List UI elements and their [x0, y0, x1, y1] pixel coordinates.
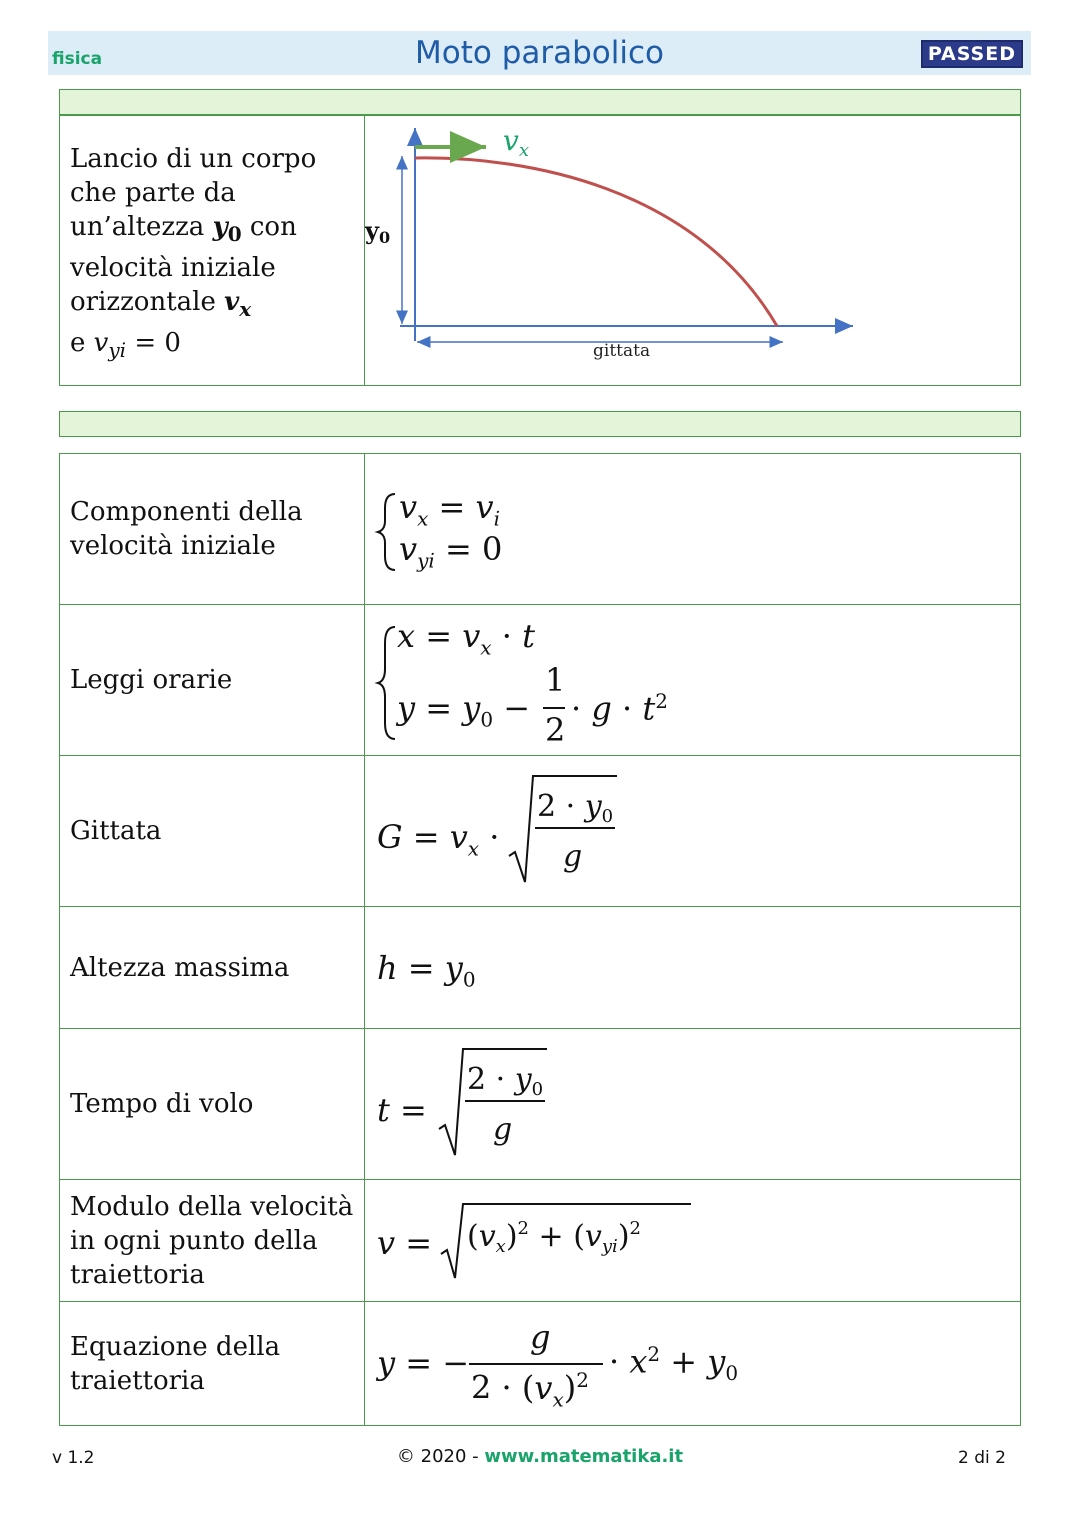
version-label: v 1.2: [52, 1448, 95, 1468]
formula-time-laws: $x = v_x \cdot t$ $y = y_0$ − 1 2 · $g \cdot t^2$: [365, 605, 1021, 756]
formula-trajectory: y = − g $2 \cdot (v_x)^2$ · $x^2 + y_0$: [365, 1302, 1021, 1426]
page-number: 2 di 2: [958, 1448, 1006, 1468]
intro-line-3: un’altezza $y_0$ con: [70, 212, 297, 247]
subject-label: fisica: [52, 49, 103, 69]
svg-text:(vx)2 + (vyi)2: $(v_x)^2 + (v_{yi})^2$: [467, 1218, 641, 1257]
svg-text:g: g: [563, 839, 583, 874]
table-row: [60, 907, 1021, 1029]
row-label: Modulo della velocità in ogni punto della traiettoria: [60, 1180, 365, 1302]
table-row: [60, 1180, 1021, 1302]
intro-line-5: orizzontale $v_x$: [70, 287, 252, 322]
section-bar-1: [59, 89, 1021, 115]
row-label: Componenti della velocità iniziale: [60, 454, 365, 605]
intro-line-4: velocità iniziale: [70, 253, 276, 284]
sqrt-icon: [437, 1198, 707, 1288]
intro-line-1: Lancio di un corpo: [70, 144, 317, 174]
formula-speed-modulus: v = $(v_x)^2 + (v_{yi})^2$: [365, 1180, 1021, 1302]
page-title: Moto parabolico: [415, 35, 664, 71]
table-row: [60, 605, 1021, 756]
formula-max-height: $h = y_0$: [365, 907, 1021, 1029]
svg-text:2 · y0: $2 \cdot y_0$: [537, 789, 614, 827]
site-link[interactable]: www.matematika.it: [484, 1446, 684, 1467]
range-label: gittata: [593, 341, 651, 361]
row-label: Equazione della traiettoria: [60, 1302, 365, 1426]
trajectory-diagram-cell: [365, 116, 1021, 386]
formula-flight-time: t = $2 \cdot y_0$ g: [365, 1029, 1021, 1180]
page-header: [48, 31, 1031, 75]
intro-description: [60, 116, 365, 386]
table-row: [60, 454, 1021, 605]
velocity-label: $v_x$: [503, 124, 529, 161]
footer-copyright: [0, 1446, 1080, 1467]
intro-line-6: e $v_{yi} = 0$: [70, 328, 181, 363]
row-label: Tempo di volo: [60, 1029, 365, 1180]
svg-text:2 · y0: $2 \cdot y_0$: [467, 1062, 544, 1100]
table-row: [60, 1029, 1021, 1180]
sqrt-icon: [435, 1043, 555, 1173]
intro-line-2: che parte da: [70, 178, 236, 208]
row-label: Leggi orarie: [60, 605, 365, 756]
formula-range: $G = v_x$ · $2 \cdot y_0$ g: [365, 756, 1021, 907]
table-row: [60, 1302, 1021, 1426]
svg-text:g: g: [493, 1112, 513, 1147]
trajectory-diagram: [365, 116, 1031, 386]
formula-table: [59, 453, 1021, 1426]
intro-table: [59, 115, 1021, 386]
height-label: y0: [365, 216, 391, 247]
table-row: [60, 756, 1021, 907]
copyright-text: © 2020 -: [396, 1446, 479, 1467]
sqrt-icon: [505, 770, 625, 900]
formula-velocity-components: $v_x = v_i$ $v_{yi} = 0$: [365, 454, 1021, 605]
section-bar-2: [59, 411, 1021, 437]
passed-badge: PASSED: [921, 40, 1023, 68]
row-label: Gittata: [60, 756, 365, 907]
trajectory-curve: [415, 158, 777, 326]
row-label: Altezza massima: [60, 907, 365, 1029]
